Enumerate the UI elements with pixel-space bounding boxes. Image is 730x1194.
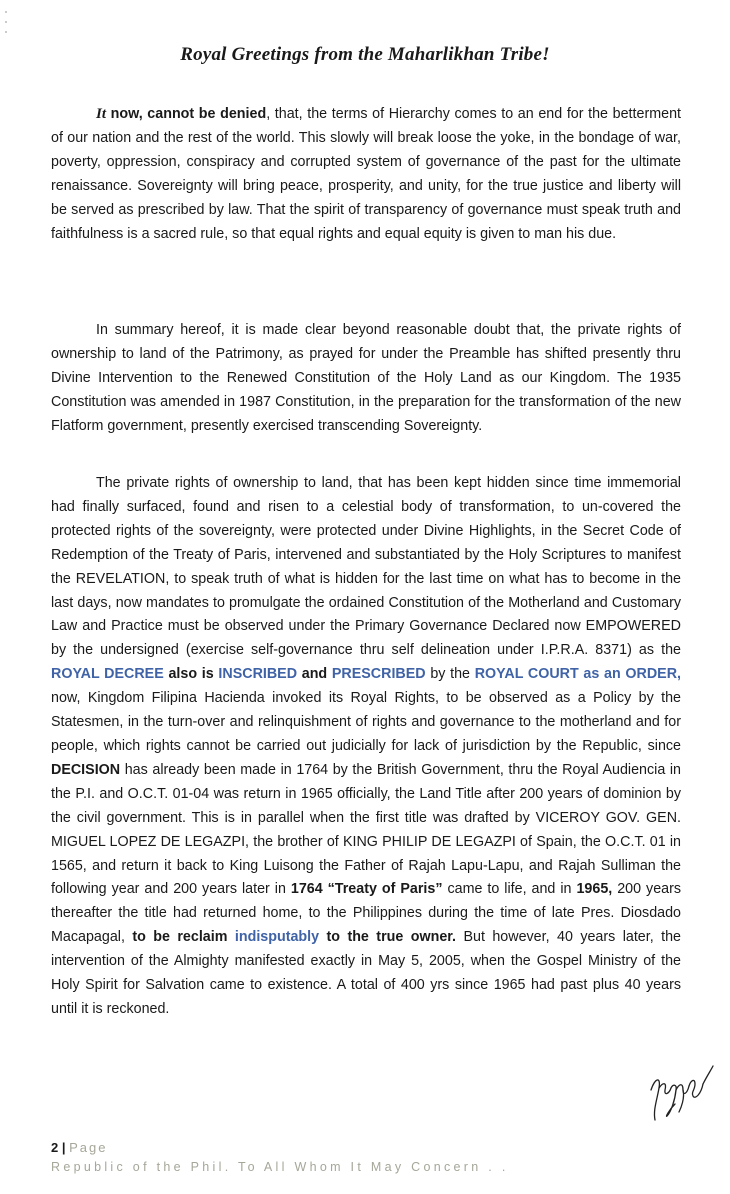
reclaim-text: to be reclaim [132, 929, 228, 946]
paragraph-3-text-5: 200 years thereafter the title had returned home, to the Philippines during the time of late Pres. Diosdado Macapagal, [51, 881, 682, 946]
page-number [51, 1140, 107, 1155]
and-text: and [297, 666, 332, 683]
paragraph-2: In summary hereof, it is made clear beyond reasonable doubt that, the private rights of ownership to land of the Patrimony, as prayed for under the Preamble has shifted presently thru Divine Intervention to the Renewed Constitution of the Holy Land as our Kingdom. The 1935 Constitution was amended in 1987 Constitution, in the preparation for the transformation of the new Flatform government, presently exercised transcending Sovereignty. [51, 322, 681, 434]
paragraph-3-text-3: has already been made in 1764 by the British Government, thru the Royal Audiencia in the P.I. and O.C.T. 01-04 was return in 1965 officially, the Land Title after 200 years of dominion by the civil government. This is in parallel when the first title was drafted by VICEROY GOV. GEN. MIGUEL LOPEZ DE LEGAZPI, the brother of KING PHILIP DE LEGAZPI of Spain, the O.C.T. 01 in 1565, and return it back to King Luisong the Father of Rajah Lapu-Lapu, and Rajah Sulliman the following year and 200 years later in [51, 761, 681, 898]
royal-decree-text: ROYAL DECREE [51, 666, 164, 683]
decision-text: DECISION [51, 761, 121, 778]
royal-court-text: ROYAL COURT as an ORDER, [474, 666, 681, 683]
by-the-text: by the [425, 666, 475, 683]
lead-bold-text: now, cannot be denied [106, 106, 267, 122]
space-text [227, 929, 234, 945]
treaty-of-paris-text: 1764 “Treaty of Paris” [290, 881, 443, 898]
page-number-value: 2 [51, 1140, 59, 1155]
paragraph-1-text: , that, the terms of Hierarchy comes to an end for the betterment of our nation and the rest of the world. This slowly will break loose the yoke, in the bondage of war, poverty, oppression, conspiracy and corrupted system of governance of the past for the ultimate renaissance. Sovereignty will bring peace, prosperity, and unity, for the true justice and liberty will be served as prescribed by law. That the spirit of transparency of governance must speak truth and faithfulness is a sacred rule, so that equal rights and equal equity is given to man his due. [51, 106, 681, 242]
inscribed-text: INSCRIBED [218, 666, 298, 683]
paragraph-3-text-6: But however, 40 years later, the intervention of the Almighty manifested exactly in May 5, 2005, when the Gospel Ministry of the Holy Spirit for Salvation came to existence. A total of 400 yrs since 1965 had past plus 40 years until it is reckoned. [51, 929, 681, 1017]
prescribed-text: PRESCRIBED [331, 666, 426, 683]
drop-cap: It [96, 106, 107, 122]
also-is-text: also is [163, 666, 219, 683]
paragraph-3-text-4: came to life, and in [442, 881, 577, 898]
paragraph-1 [51, 103, 681, 246]
page-title: Royal Greetings from the Maharlikhan Tribe! [180, 44, 550, 65]
footer-text: Republic of the Phil. To All Whom It May Concern . . [51, 1160, 509, 1174]
paragraph-3-text-1: The private rights of ownership to land, that has been kept hidden since time immemorial had finally surfaced, found and risen to a celestial body of transformation, to un-covered the protected rights of the sovereignty, were protected under Divine Highlights, in the Secret Code of Redemption of the Treaty of Paris, intervened and substantiated by the Holy Scriptures to manifest the REVELATION, to speak truth of what is hidden for the last time on what has to become in the last days, now mandates to promulgate the ordained Constitution of the Motherland and Customary Law and Practice must be observed under the Primary Governance Declared now EMPOWERED by the undersigned (exercise self-governance thru self delineation under I.P.R.A. 8371) as the [51, 475, 681, 659]
paragraph-3-text-2: now, Kingdom Filipina Hacienda invoked its Royal Rights, to be observed as a Policy by the Statesmen, in the turn-over and relinquishment of rights and governance to the motherland and for people, which rights cannot be carried out judicially for lack of jurisdiction by the Republic, since [51, 690, 681, 754]
paragraph-3 [51, 472, 681, 1022]
year-1965-text: 1965, [576, 881, 613, 898]
page-separator: | [58, 1140, 70, 1155]
indisputably-text: indisputably [234, 929, 320, 946]
scan-corner-mark [4, 8, 8, 38]
true-owner-text: to the true owner. [319, 929, 457, 946]
handwritten-signature [645, 1060, 717, 1124]
page-label: Page [69, 1140, 108, 1155]
